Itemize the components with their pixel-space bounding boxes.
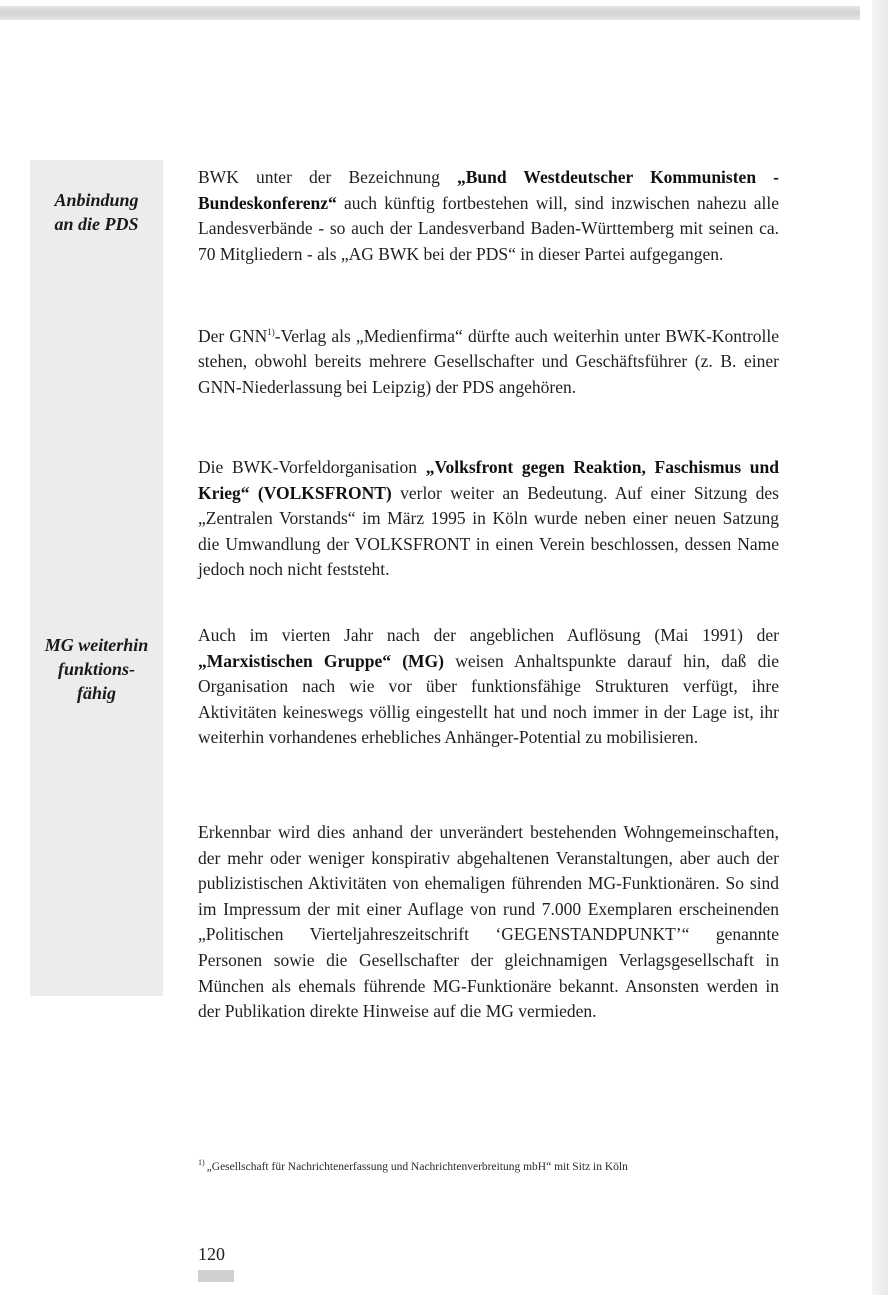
footnote-ref: 1) <box>267 327 275 337</box>
page-number: 120 <box>198 1244 225 1264</box>
footnote <box>198 1155 779 1175</box>
text-run: verlor weiter an Bedeutung. Auf einer Sitzung des „Zentralen Vorstands“ im März 1995 in Köln wurde neben einer neuen Satzung die Umwandlung der VOLKSFRONT in einen Verein beschlossen, dessen Name jedoch noch nicht feststeht. <box>198 482 779 580</box>
footnote-marker: 1) <box>198 1158 205 1167</box>
paragraph-mg <box>198 623 779 751</box>
margin-note-line: MG weiterhin <box>44 635 149 655</box>
text-run: Die BWK-Vorfeldorganisation <box>198 457 426 477</box>
text-run: Der GNN <box>198 325 268 346</box>
paragraph-erkennbar <box>198 820 779 1025</box>
paragraph-gnn <box>198 320 779 401</box>
margin-note-line: an die PDS <box>54 214 139 234</box>
scan-right-edge <box>872 0 888 1295</box>
margin-note-line: Anbindung <box>54 190 139 210</box>
footnote-text: „Gesellschaft für Nachrichtenerfassung und Nachrichtenverbreitung mbH“ mit Sitz in Köln <box>206 1160 628 1173</box>
text-run: Auch im vierten Jahr nach der angeblichen Auflösung (Mai 1991) der <box>198 625 779 645</box>
bold-run: „Bund Westdeutscher Kommunisten - Bundeskonferenz“ <box>198 167 779 213</box>
margin-note-line: fähig <box>76 683 116 703</box>
margin-note-mg <box>34 633 159 705</box>
page-mark <box>198 1270 234 1282</box>
paragraph-bwk <box>198 165 779 267</box>
bold-run: „Volksfront gegen Reaktion, Faschismus und Krieg“ (VOLKSFRONT) <box>198 457 779 503</box>
margin-column <box>30 160 163 996</box>
bold-run: „Marxistischen Gruppe“ (MG) <box>198 650 444 671</box>
margin-note-anbindung <box>34 188 159 236</box>
text-run: BWK unter der Bezeichnung <box>198 167 457 187</box>
text-run: Erkennbar wird dies anhand der unverändert bestehenden Wohngemeinschaften, der mehr oder weniger konspirativ abgehaltenen Veranstaltungen, aber auch der publizistischen Aktivitäten von ehemaligen führenden MG-Funktionären. So sind im Impressum der mit einer Auflage von rund 7.000 Exemplaren erscheinenden „Politischen Vierteljahreszeitschrift ‘GEGENSTANDPUNKT’“ genannte Personen sowie die Gesellschafter der gleichnamigen Verlagsgesellschaft in München als ehemals führende MG-Funktionäre bekannt. Ansonsten werden in der Publikation direkte Hinweise auf die MG vermieden. <box>198 822 779 1022</box>
text-run: auch künftig fortbestehen will, sind inzwischen nahezu alle Landesverbände - so auch der Landesverband Baden-Württemberg mit seinen ca. 70 Mitgliedern - als „AG BWK bei der PDS“ in dieser Partei aufgegangen. <box>198 192 779 264</box>
text-run: weisen Anhaltspunkte darauf hin, daß die Organisation nach wie vor über funktionsfähige Strukturen verfügt, ihre Aktivitäten keineswegs völlig eingestellt hat und noch immer in der Lage ist, ihr weiterhin vorhandenes erhebliches Anhänger-Potential zu mobilisieren. <box>198 650 779 748</box>
margin-note-line: funktions- <box>57 659 136 679</box>
paragraph-volksfront <box>198 455 779 583</box>
text-run: -Verlag als „Medienfirma“ dürfte auch weiterhin unter BWK-Kontrolle stehen, obwohl bereits mehrere Gesellschafter und Geschäftsführer (z. B. einer GNN-Niederlassung bei Leipzig) der PDS angehören. <box>198 325 779 398</box>
scan-top-band <box>0 6 860 20</box>
